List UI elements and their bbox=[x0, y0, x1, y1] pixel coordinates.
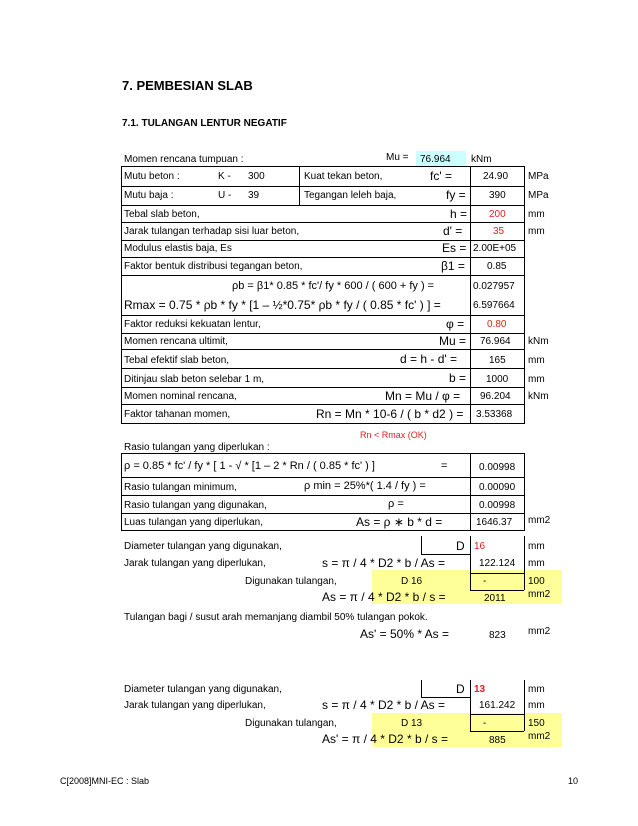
s2-value: 161.242 bbox=[479, 700, 516, 711]
as-unit: mm2 bbox=[528, 515, 551, 526]
mu2-value: 76.964 bbox=[480, 336, 511, 347]
d-symbol: d' = bbox=[443, 224, 463, 238]
fc-symbol: fc' = bbox=[430, 169, 452, 183]
asp-symbol: As' = 50% * As = bbox=[360, 627, 450, 641]
s-label: Jarak tulangan yang diperlukan, bbox=[124, 558, 266, 569]
deff-symbol: d = h - d' = bbox=[400, 352, 457, 366]
s2-unit: mm bbox=[528, 700, 545, 711]
d-unit: mm bbox=[528, 226, 545, 237]
rn-check: Rn < Rmax (OK) bbox=[360, 430, 427, 440]
dia2-value: 13 bbox=[474, 684, 486, 695]
mu-unit: kNm bbox=[471, 154, 492, 165]
used2-label: Digunakan tulangan, bbox=[245, 718, 337, 729]
deff-unit: mm bbox=[528, 355, 545, 366]
fc-value: 24.90 bbox=[483, 171, 509, 182]
mu2-unit: kNm bbox=[528, 336, 549, 347]
fy-value: 390 bbox=[489, 190, 506, 201]
b1-label: Faktor bentuk distribusi tegangan beton, bbox=[124, 261, 303, 272]
es-value: 2.00E+05 bbox=[473, 243, 517, 254]
beton-k-value: 300 bbox=[248, 171, 265, 182]
fy-symbol: fy = bbox=[446, 188, 466, 202]
used2-dash: - bbox=[483, 718, 487, 729]
bw-value: 1000 bbox=[486, 374, 509, 385]
as3-unit: mm2 bbox=[528, 731, 551, 742]
dia2-label: Diameter tulangan yang digunakan, bbox=[124, 684, 282, 695]
used2-spacing: 150 bbox=[528, 718, 545, 729]
mu2-symbol: Mu = bbox=[439, 334, 467, 348]
rn-label: Faktor tahanan momen, bbox=[124, 409, 231, 420]
section-heading: 7. PEMBESIAN SLAB bbox=[122, 78, 253, 93]
used2-diameter: D 13 bbox=[401, 718, 423, 729]
rho-value: 0.00998 bbox=[479, 462, 516, 473]
as2-symbol: As = π / 4 * D2 * b / s = bbox=[322, 590, 446, 604]
rhoused-symbol: ρ = bbox=[388, 498, 404, 510]
as3-value: 885 bbox=[489, 735, 506, 746]
h-label: Tebal slab beton, bbox=[124, 209, 200, 220]
mu-label: Momen rencana tumpuan : bbox=[124, 154, 244, 165]
as2-value: 2011 bbox=[484, 593, 506, 604]
d-value: 35 bbox=[493, 226, 505, 237]
baja-label: Mutu baja : bbox=[124, 190, 174, 201]
rhob-formula: ρb = β1* 0.85 * fc'/ fy * 600 / ( 600 + fy ) = bbox=[232, 280, 435, 292]
s-value: 122.124 bbox=[479, 558, 516, 569]
phi-symbol: φ = bbox=[446, 317, 465, 331]
fy-label: Tegangan leleh baja, bbox=[304, 190, 397, 201]
rho-formula: ρ = 0.85 * fc' / fy * [ 1 - √ * [1 – 2 * Rn / ( 0.85 * fc' ) ] bbox=[124, 460, 375, 472]
h-value: 200 bbox=[489, 209, 506, 220]
deff-value: 165 bbox=[489, 355, 506, 366]
b1-value: 0.85 bbox=[487, 261, 507, 272]
s-unit: mm bbox=[528, 558, 545, 569]
as2-unit: mm2 bbox=[528, 589, 551, 600]
fc-label: Kuat tekan beton, bbox=[304, 171, 383, 182]
fc-unit: MPa bbox=[528, 171, 549, 182]
bagi-title: Tulangan bagi / susut arah memanjang diambil 50% tulangan pokok. bbox=[124, 612, 428, 623]
mu-symbol: Mu = bbox=[386, 152, 409, 163]
used-spacing: 100 bbox=[528, 576, 545, 587]
b1-symbol: β1 = bbox=[441, 259, 465, 273]
mn-label: Momen nominal rencana, bbox=[124, 391, 237, 402]
as-symbol: As = ρ ∗ b * d = bbox=[356, 515, 443, 529]
mn-value: 96.204 bbox=[480, 391, 511, 402]
beton-label: Mutu beton : bbox=[124, 171, 180, 182]
mn-unit: kNm bbox=[528, 391, 549, 402]
dia-label: Diameter tulangan yang digunakan, bbox=[124, 541, 282, 552]
rmax-value: 6.597664 bbox=[473, 300, 515, 311]
fy-unit: MPa bbox=[528, 190, 549, 201]
rasio-title: Rasio tulangan yang diperlukan : bbox=[124, 442, 270, 453]
asp-value: 823 bbox=[489, 630, 506, 641]
phi-value: 0.80 bbox=[487, 319, 507, 330]
mn-symbol: Mn = Mu / φ = bbox=[385, 389, 461, 403]
footer-page-number: 10 bbox=[568, 776, 579, 786]
rho-eq: = bbox=[441, 460, 448, 472]
dia2-d: D bbox=[456, 682, 465, 696]
dia-value: 16 bbox=[474, 541, 486, 552]
used-diameter: D 16 bbox=[401, 576, 423, 587]
dia2-unit: mm bbox=[528, 684, 545, 695]
rmax-formula: Rmax = 0.75 * ρb * fy * [1 – ½*0.75* ρb * fy / ( 0.85 * fc' ) ] = bbox=[124, 298, 441, 312]
beton-k: K - bbox=[218, 171, 231, 182]
bw-label: Ditinjau slab beton selebar 1 m, bbox=[124, 374, 265, 385]
s2-symbol: s = π / 4 * D2 * b / As = bbox=[322, 698, 446, 712]
as-value: 1646.37 bbox=[476, 517, 513, 528]
rn-symbol: Rn = Mn * 10-6 / ( b * d2 ) = bbox=[316, 407, 464, 421]
rhob-value: 0.027957 bbox=[473, 281, 515, 292]
rhomin-symbol: ρ min = 25%*( 1.4 / fy ) = bbox=[304, 480, 426, 492]
mu-value: 76.964 bbox=[420, 154, 451, 165]
as3-symbol: As' = π / 4 * D2 * b / s = bbox=[322, 732, 448, 746]
baja-u: U - bbox=[218, 190, 232, 201]
es-symbol: Es = bbox=[442, 241, 467, 255]
used-dash: - bbox=[483, 576, 487, 587]
baja-u-value: 39 bbox=[248, 190, 260, 201]
mu2-label: Momen rencana ultimit, bbox=[124, 336, 228, 347]
bw-unit: mm bbox=[528, 374, 545, 385]
h-unit: mm bbox=[528, 209, 545, 220]
asp-unit: mm2 bbox=[528, 626, 551, 637]
deff-label: Tebal efektif slab beton, bbox=[124, 355, 230, 366]
es-label: Modulus elastis baja, Es bbox=[124, 243, 232, 254]
rhomin-value: 0.00090 bbox=[479, 482, 516, 493]
rhomin-label: Rasio tulangan minimum, bbox=[124, 482, 237, 493]
dia-unit: mm bbox=[528, 541, 545, 552]
bw-symbol: b = bbox=[449, 371, 467, 385]
dia-d: D bbox=[456, 539, 465, 553]
rhoused-label: Rasio tulangan yang digunakan, bbox=[124, 500, 267, 511]
s-symbol: s = π / 4 * D2 * b / As = bbox=[322, 556, 446, 570]
rhoused-value: 0.00998 bbox=[479, 500, 516, 511]
d-label: Jarak tulangan terhadap sisi luar beton, bbox=[124, 226, 300, 237]
h-symbol: h = bbox=[450, 207, 468, 221]
rn-value: 3.53368 bbox=[476, 409, 513, 420]
footer-left: C[2008]MNI-EC : Slab bbox=[60, 776, 150, 786]
phi-label: Faktor reduksi kekuatan lentur, bbox=[124, 319, 261, 330]
as-label: Luas tulangan yang diperlukan, bbox=[124, 517, 263, 528]
s2-label: Jarak tulangan yang diperlukan, bbox=[124, 700, 266, 711]
subsection-heading: 7.1. TULANGAN LENTUR NEGATIF bbox=[122, 118, 287, 129]
used-label: Digunakan tulangan, bbox=[245, 576, 337, 587]
